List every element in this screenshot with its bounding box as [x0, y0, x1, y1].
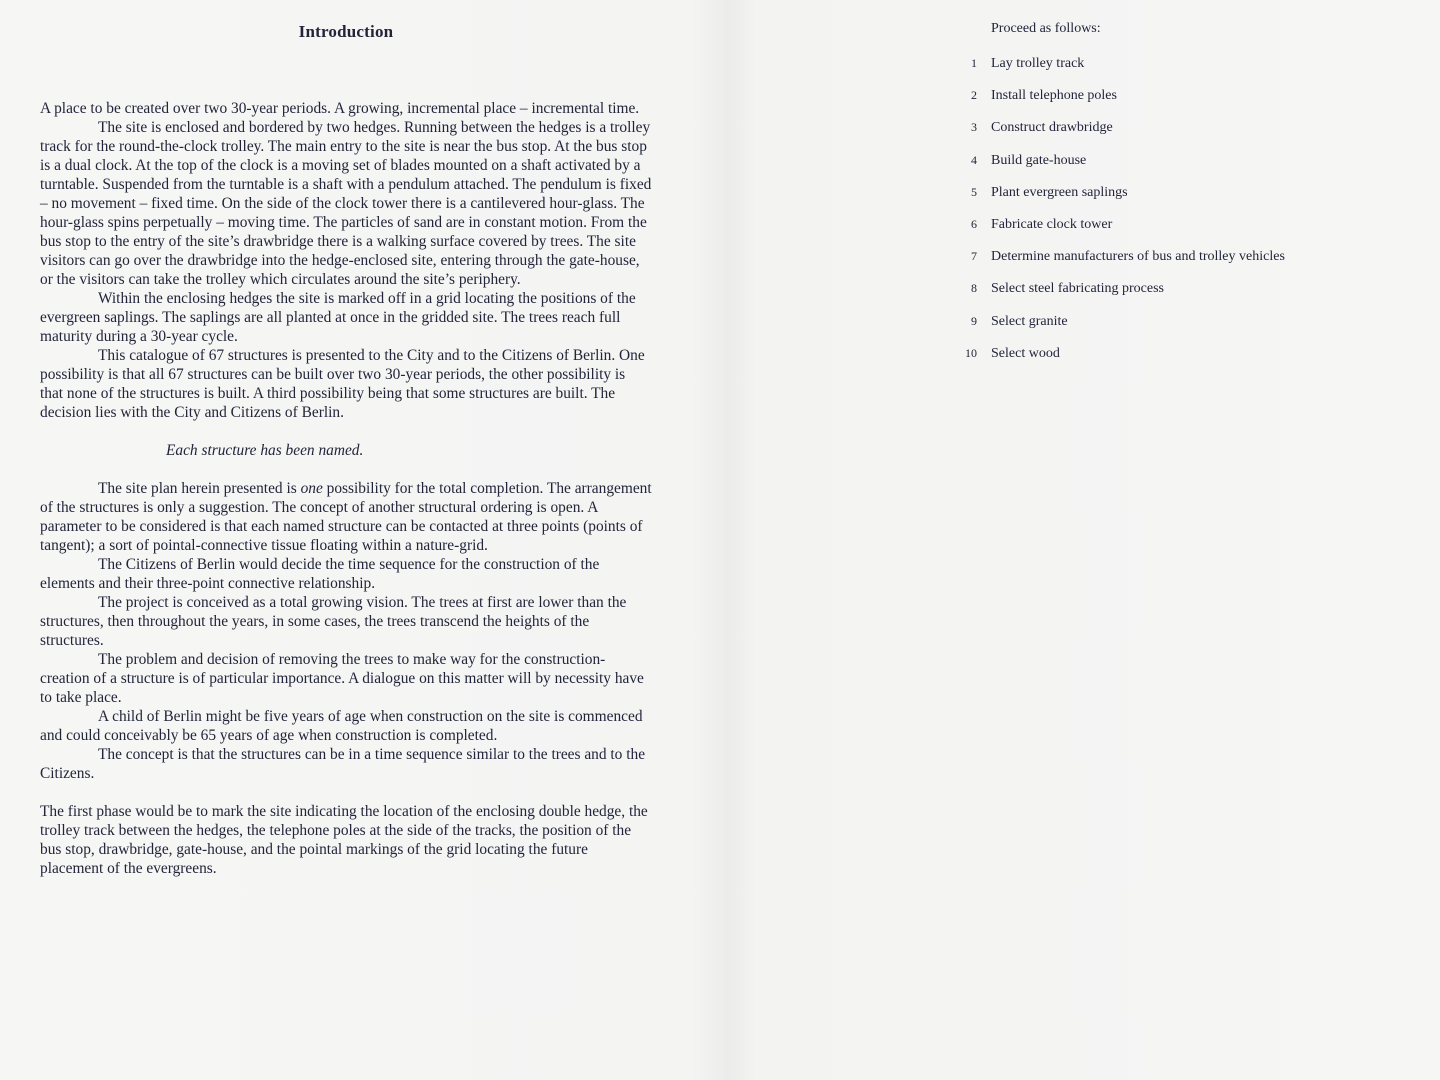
step-number: 8 — [971, 281, 977, 296]
step-number: 4 — [971, 152, 977, 167]
step-text: Select steel fabricating process — [991, 281, 1164, 297]
list-item — [955, 183, 1285, 215]
paragraph: Within the enclosing hedges the site is marked off in a grid locating the positions of the evergreen saplings. The saplings are all planted at once in the gridded site. The trees reach full maturity during a 30-year cycle. — [40, 290, 636, 345]
step-number: 5 — [971, 184, 977, 199]
closing-paragraph: The first phase would be to mark the site indicating the location of the enclosing double hedge, the trolley track between the hedges, the telephone poles at the side of the tracks, the position of the bus stop, drawbridge, gate-house, and the pointal markings of the grid locating the future placement of the evergreens. — [40, 803, 648, 877]
spacer — [40, 783, 652, 802]
paragraph: This catalogue of 67 structures is presented to the City and to the Citizens of Berlin. One possibility is that all 67 structures can be built over two 30-year periods, the other possibility is that none of the structures is built. A third possibility being that some structures are built. The decision lies with the City and Citizens of Berlin. — [40, 347, 645, 421]
step-text: Fabricate clock tower — [991, 216, 1113, 232]
list-heading: Proceed as follows: — [991, 21, 1101, 36]
step-number: 1 — [971, 56, 977, 70]
step-number: 9 — [971, 313, 977, 328]
step-number: 3 — [971, 120, 977, 135]
paragraph: The Citizens of Berlin would decide the time sequence for the construction of the elements and their three-point connective relationship. — [40, 556, 600, 592]
paragraph: A child of Berlin might be five years of age when construction on the site is commenced and could conceivably be 65 years of age when construction is completed. — [40, 708, 643, 744]
step-number: 6 — [971, 216, 977, 231]
step-text: Lay trolley track — [991, 56, 1085, 71]
paragraph-text: The site plan herein presented is — [98, 480, 301, 497]
paragraph: The site is enclosed and bordered by two hedges. Running between the hedges is a trolley track for the round-the-clock trolley. The main entry to the site is near the bus stop. At the bus stop is a dual clock. At the top of the clock is a moving set of blades mounted on a shaft activated by a turntable. Suspended from the turntable is a shaft with a pendulum attached. The pendulum is fixed – no movement – fixed time. On the side of the clock tower there is a cantilevered hour-glass. The hour-glass spins perpetually – moving time. The particles of sand are in constant motion. From the bus stop to the entry of the site’s drawbridge there is a walking surface covered by trees. The site visitors can go over the drawbridge into the hedge-enclosed site, entering through the gate-house, or the visitors can take the trolley which circulates around the site’s periphery. — [40, 119, 652, 288]
spacer — [40, 460, 652, 479]
step-text: Determine manufacturers of bus and trolley vehicles — [991, 249, 1285, 265]
steps-list — [955, 54, 1285, 376]
emphasis-text: one — [300, 480, 323, 497]
step-text: Select granite — [991, 313, 1068, 329]
step-text: Select wood — [991, 345, 1060, 361]
list-item — [955, 151, 1285, 183]
list-item — [955, 247, 1285, 279]
right-page — [955, 0, 1395, 1080]
step-number: 10 — [965, 345, 977, 360]
list-item — [955, 54, 1285, 86]
left-page — [40, 0, 652, 1080]
body-text — [40, 99, 652, 878]
list-item — [955, 312, 1285, 344]
paragraph-text: possibility for the total completion. The arrangement of the structures is only a suggestion. The concept of another structural ordering is open. A parameter to be considered is that each named structure can be contacted at three points (points of tangent); a sort of pointal-connective tissue floating within a nature-grid. — [40, 480, 652, 554]
paragraph: The concept is that the structures can be in a time sequence similar to the trees and to the Citizens. — [40, 746, 646, 782]
paragraph: The project is conceived as a total growing vision. The trees at first are lower than the structures, then throughout the years, in some cases, the trees transcend the heights of the structures. — [40, 594, 627, 649]
step-number: 7 — [971, 249, 977, 264]
list-item — [955, 279, 1285, 311]
caption: Each structure has been named. — [166, 442, 364, 459]
spacer — [40, 422, 652, 441]
step-text: Build gate-house — [991, 152, 1087, 168]
paragraph: The problem and decision of removing the trees to make way for the construction-creation of a structure is of particular importance. A dialogue on this matter will by necessity have to take place. — [40, 651, 644, 706]
list-item — [955, 215, 1285, 247]
list-item — [955, 118, 1285, 150]
paragraph — [40, 479, 652, 555]
list-item — [955, 344, 1285, 376]
list-item — [955, 86, 1285, 118]
step-text: Plant evergreen saplings — [991, 184, 1128, 200]
page-title: Introduction — [298, 22, 394, 41]
paragraph: A place to be created over two 30-year periods. A growing, incremental place – incremental time. — [40, 100, 640, 117]
step-number: 2 — [971, 88, 977, 103]
step-text: Install telephone poles — [991, 88, 1117, 104]
step-text: Construct drawbridge — [991, 120, 1113, 136]
